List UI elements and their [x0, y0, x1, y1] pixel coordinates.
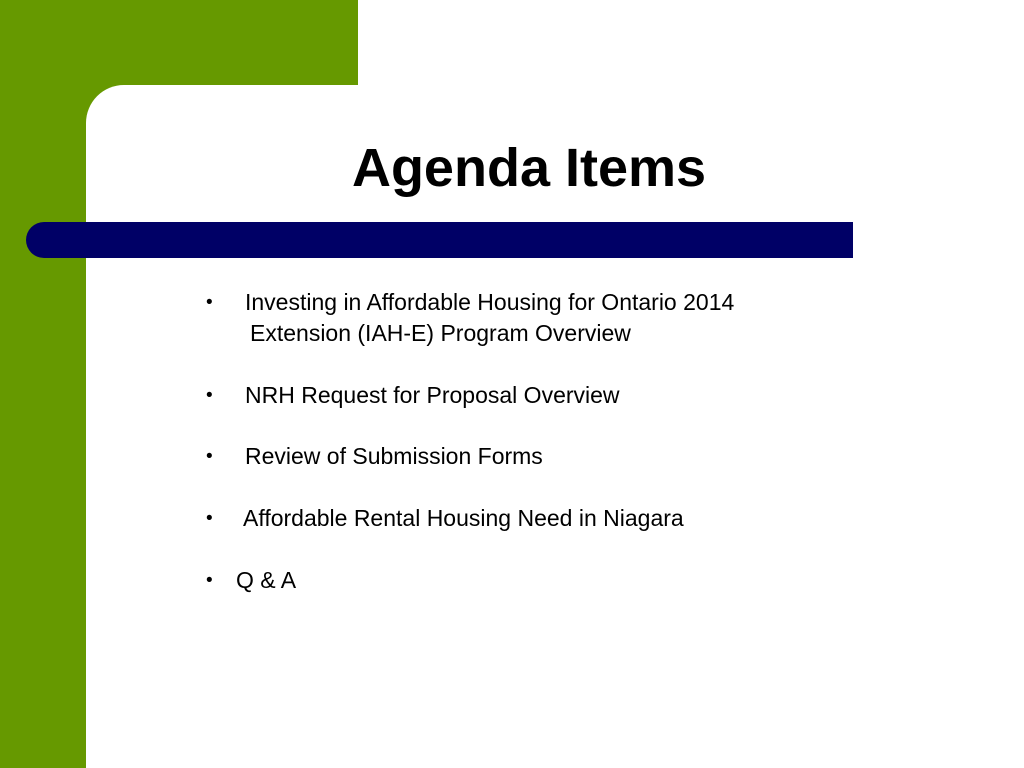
agenda-item-label: NRH Request for Proposal Overview — [245, 382, 620, 408]
bullet-icon: • — [206, 446, 213, 467]
bullet-icon: • — [206, 292, 213, 313]
agenda-item-label-continued: Extension (IAH-E) Program Overview — [250, 320, 631, 346]
agenda-item-label: Q & A — [236, 567, 297, 593]
agenda-item-label: Investing in Affordable Housing for Ontario 2014 — [245, 289, 735, 315]
slide-title: Agenda Items — [351, 138, 707, 198]
agenda-item-label: Affordable Rental Housing Need in Niagara — [243, 505, 684, 531]
bullet-icon: • — [206, 385, 213, 406]
bullet-icon: • — [206, 570, 213, 591]
bullet-icon: • — [206, 508, 213, 529]
agenda-item-label: Review of Submission Forms — [245, 443, 543, 469]
title-underline-bar — [26, 222, 853, 258]
